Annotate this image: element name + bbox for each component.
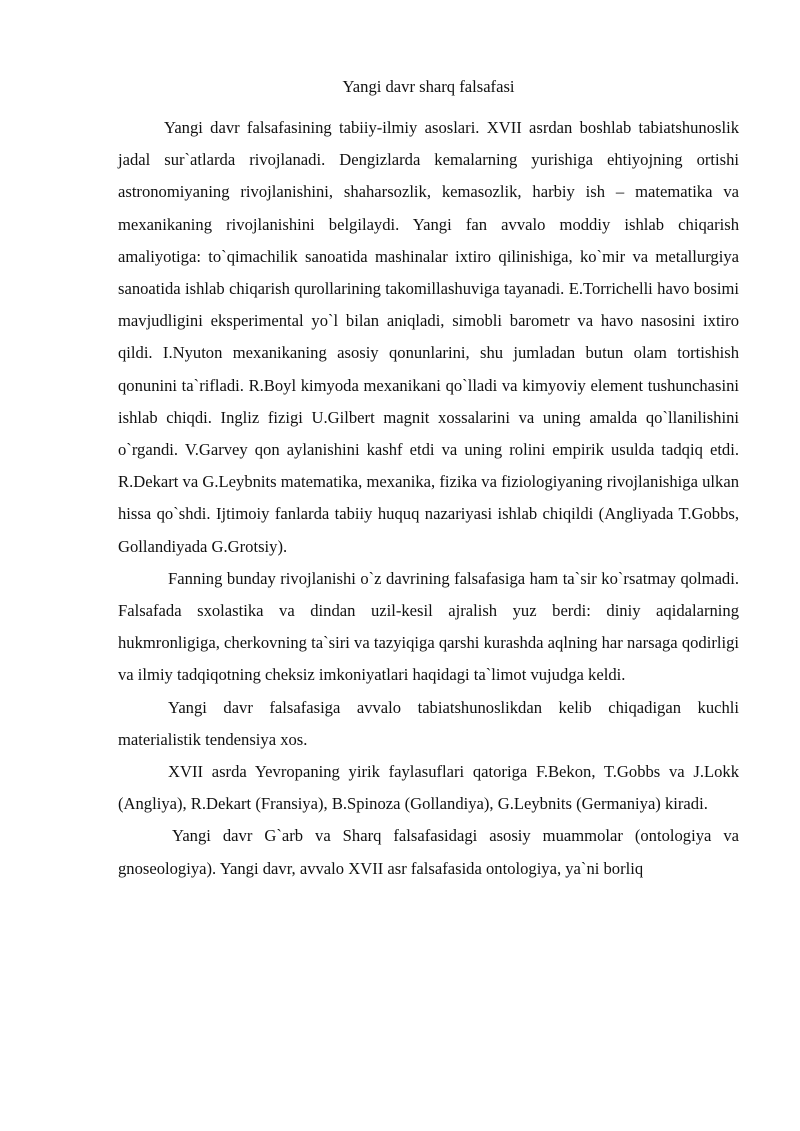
document-page	[118, 76, 739, 885]
paragraph-materialist-tendency: Yangi davr falsafasiga avvalo tabiatshunoslikdan kelib chiqadigan kuchli materialistik tendensiya xos.	[118, 697, 739, 749]
paragraph-influence-on-philosophy: Fanning bunday rivojlanishi o`z davrining falsafasiga ham ta`sir ko`rsatmay qolmadi. Falsafada sxolastika va dindan uzil-kesil ajralish yuz berdi: diniy aqidalarning hukmronligiga, cherkovning ta`siri va tazyiqiga qarshi kurashda aqlning har narsaga qodirligi va ilmiy tadqiqotning cheksiz imkoniyatlari haqidagi ta`limot vujudga keldi.	[118, 568, 739, 685]
paragraph-philosophers-list: XVII asrda Yevropaning yirik faylasuflari qatoriga F.Bekon, T.Gobbs va J.Lokk (Angliya), R.Dekart (Fransiya), B.Spinoza (Gollandiya), G.Leybnits (Germaniya) kiradi.	[118, 762, 739, 814]
paragraph-main-problems: Yangi davr G`arb va Sharq falsafasidagi asosiy muammolar (ontologiya va gnoseologiya). Yangi davr, avvalo XVII asr falsafasida ontologiya, ya`ni borliq	[118, 826, 739, 878]
page-title: Yangi davr sharq falsafasi	[342, 77, 515, 96]
paragraph-natural-science: Yangi davr falsafasining tabiiy-ilmiy asoslari. XVII asrdan boshlab tabiatshunoslik jadal sur`atlarda rivojlanadi. Dengizlarda kemalarning yurishiga ehtiyojning ortishi astronomiyaning rivojlanishini, shaharsozlik, kemasozlik, harbiy ish – matematika va mexanikaning rivojlanishini belgilaydi. Yangi fan avvalo moddiy ishlab chiqarish amaliyotiga: to`qimachilik sanoatida mashinalar ixtiro qilinishiga, ko`mir va metallurgiya sanoatida ishlab chiqarish qurollarining takomillashuviga tayanadi. E.Torrichelli havo bosimi mavjudligini eksperimental yo`l bilan aniqladi, simobli barometr va havo nasosini ixtiro qildi. I.Nyuton mexanikaning asosiy qonunlarini, shu jumladan butun olam tortishish qonunini ta`rifladi. R.Boyl kimyoda mexanikani qo`lladi va kimyoviy element tushunchasini ishlab chiqdi. Ingliz fizigi U.Gilbert magnit xossalarini va uning amalda qo`llanilishini o`rgandi. V.Garvey qon aylanishini kashf etdi va uning rolini empirik usulda tadqiq etdi. R.Dekart va G.Leybnits matematika, mexanika, fizika va fiziologiyaning rivojlanishiga ulkan hissa qo`shdi. Ijtimoiy fanlarda tabiiy huquq nazariyasi ishlab chiqildi (Angliyada T.Gobbs, Gollandiyada G.Grotsiy).	[118, 118, 739, 556]
